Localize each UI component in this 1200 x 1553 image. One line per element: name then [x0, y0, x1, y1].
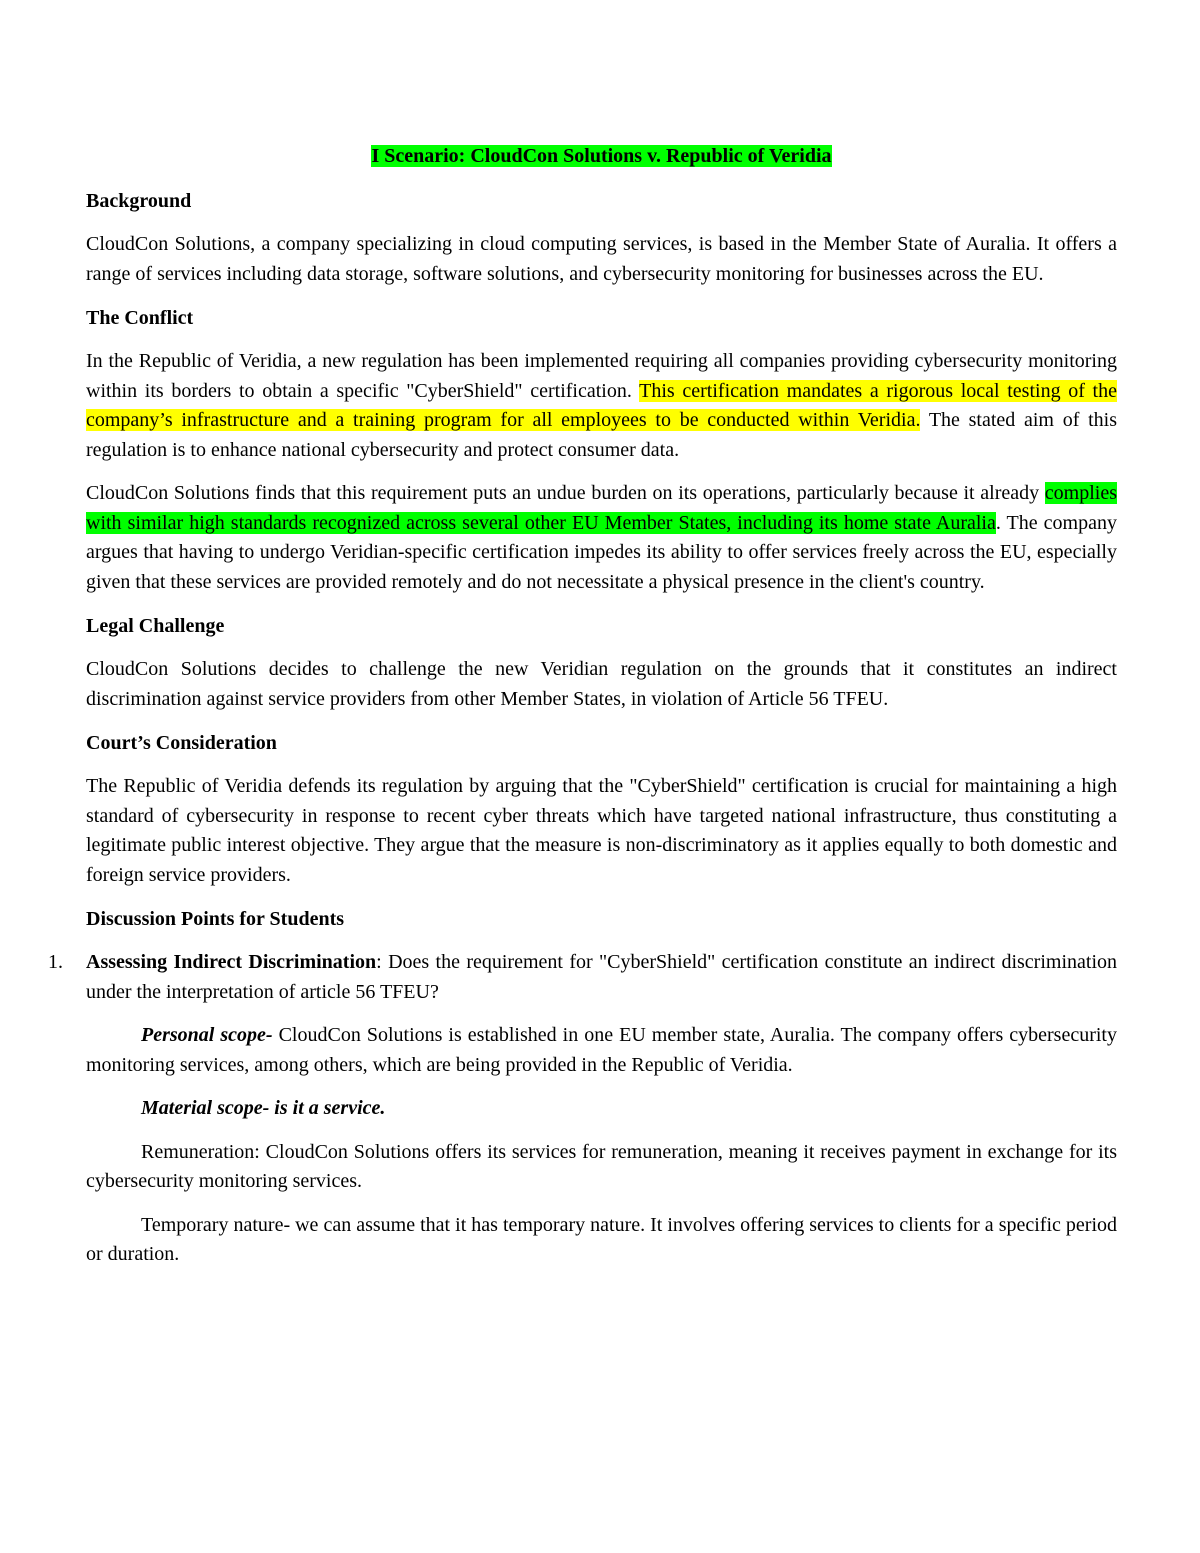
heading-court-consideration: Court’s Consideration [86, 732, 277, 754]
personal-scope-label: Personal scope- [141, 1024, 273, 1046]
paragraph-conflict-1 [86, 347, 1117, 465]
text-span: CloudCon Solutions is established in one EU member state, Auralia. The company offers cybersecurity monitoring services, among others, which are being provided in the Republic of Veridia. [86, 1024, 1117, 1076]
paragraph-temporary-nature: Temporary nature- we can assume that it has temporary nature. It involves offering services to clients for a specific period or duration. [86, 1213, 1117, 1265]
paragraph-personal-scope [86, 1021, 1117, 1080]
paragraph-conflict-2 [86, 479, 1117, 597]
paragraph-background: CloudCon Solutions, a company specializing in cloud computing services, is based in the Member State of Auralia. It offers a range of services including data storage, software solutions, and cybersecurity monitoring for businesses across the EU. [86, 233, 1117, 285]
paragraph-remuneration: Remuneration: CloudCon Solutions offers its services for remuneration, meaning it receives payment in exchange for its cybersecurity monitoring services. [86, 1140, 1117, 1192]
list-item-bold: Assessing Indirect Discrimination [86, 951, 377, 973]
list-item [48, 948, 1118, 1007]
highlight-yellow: This certification mandates a rigorous local testing of the company’s infrastructure and a training program for all employees to be conducted within Veridia. [86, 379, 1117, 431]
list-number: 1. [48, 951, 63, 973]
text-span: . The company argues that having to undergo Veridian-specific certification impedes its ability to offer services freely across the EU, especially given that these services are provided remotely and do not necessitate a physical presence in the client's country. [86, 511, 1117, 593]
highlight-green: complies with similar high standards recognized across several other EU Member States, including its home state Auralia [86, 482, 1117, 534]
paragraph-legal-challenge: CloudCon Solutions decides to challenge the new Veridian regulation on the grounds that it constitutes an indirect discrimination against service providers from other Member States, in violation of Article 56 TFEU. [86, 658, 1117, 710]
heading-legal-challenge: Legal Challenge [86, 615, 225, 637]
title-text: I Scenario: CloudCon Solutions v. Republic of Veridia [371, 145, 832, 167]
paragraph-court-consideration: The Republic of Veridia defends its regulation by arguing that the "CyberShield" certification is crucial for maintaining a high standard of cybersecurity in response to recent cyber threats which have targeted national infrastructure, thus constituting a legitimate public interest objective. They argue that the measure is non-discriminatory as it applies equally to both domestic and foreign service providers. [86, 775, 1117, 886]
heading-discussion-points: Discussion Points for Students [86, 908, 345, 930]
text-span: CloudCon Solutions finds that this requirement puts an undue burden on its operations, particularly because it already [86, 482, 1045, 504]
heading-conflict: The Conflict [86, 307, 194, 329]
document-title [86, 141, 1117, 171]
paragraph-material-scope [86, 1094, 1117, 1124]
material-scope-label: Material scope- is it a service. [141, 1097, 386, 1119]
text-span: : Does the requirement for "CyberShield" certification constitute an indirect discrimination under the interpretation of article 56 TFEU? [86, 951, 1118, 1003]
heading-background: Background [86, 190, 192, 212]
text-span: In the Republic of Veridia, a new regulation has been implemented requiring all companies providing cybersecurity monitoring within its borders to obtain a specific "CyberShield" certification. [86, 350, 1117, 402]
text-span: The stated aim of this regulation is to enhance national cybersecurity and protect consumer data. [86, 409, 1117, 461]
